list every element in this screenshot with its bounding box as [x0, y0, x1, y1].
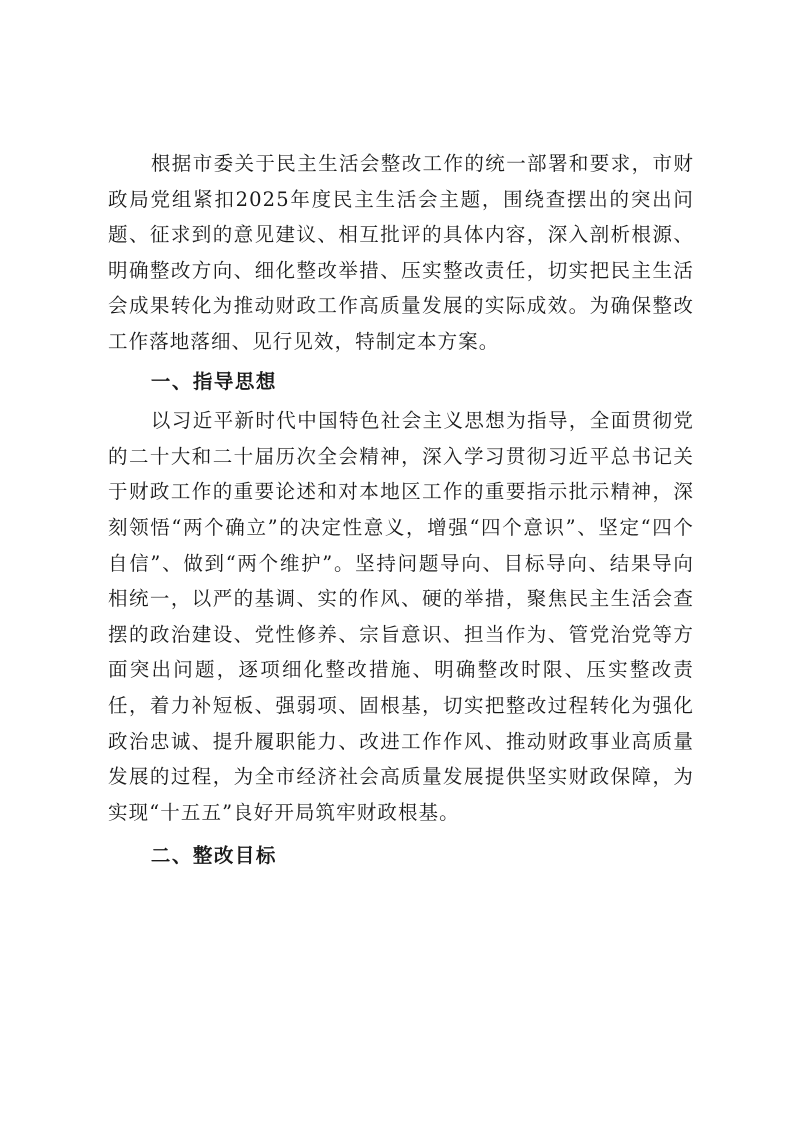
section-heading-guiding-ideology: 一、指导思想 [150, 369, 277, 393]
spacer [108, 830, 694, 838]
guiding-ideology-paragraph: 以习近平新时代中国特色社会主义思想为指导，全面贯彻党的二十大和二十届历次全会精神，深入学习贯彻习近平总书记关于财政工作的重要论述和对本地区工作的重要指示批示精神，深刻领悟“两个确立”的决定性意义，增强“四个意识”、坚定“四个自信”、做到“两个维护”。坚持问题导向、目标导向、结果导向相统一，以严的基调、实的作风、硬的举措，聚焦民主生活会查摆的政治建设、党性修养、宗旨意识、担当作为、管党治党等方面突出问题，逐项细化整改措施、明确整改时限、压实整改责任，着力补短板、强弱项、固根基，切实把整改过程转化为强化政治忠诚、提升履职能力、改进工作作风、推动财政事业高质量发展的过程，为全市经济社会高质量发展提供坚实财政保障，为实现“十五五”良好开局筑牢财政根基。 [108, 409, 694, 824]
intro-paragraph: 根据市委关于民主生活会整改工作的统一部署和要求，市财政局党组紧扣2025年度民主生活会主题，围绕查摆出的突出问题、征求到的意见建议、相互批评的具体内容，深入剖析根源、明确整改方向、细化整改举措、压实整改责任，切实把民主生活会成果转化为推动财政工作高质量发展的实际成效。为确保整改工作落地落细、见行见效，特制定本方案。 [108, 152, 694, 353]
document-body [108, 146, 694, 874]
section-heading-rectification-goals: 二、整改目标 [150, 844, 277, 868]
